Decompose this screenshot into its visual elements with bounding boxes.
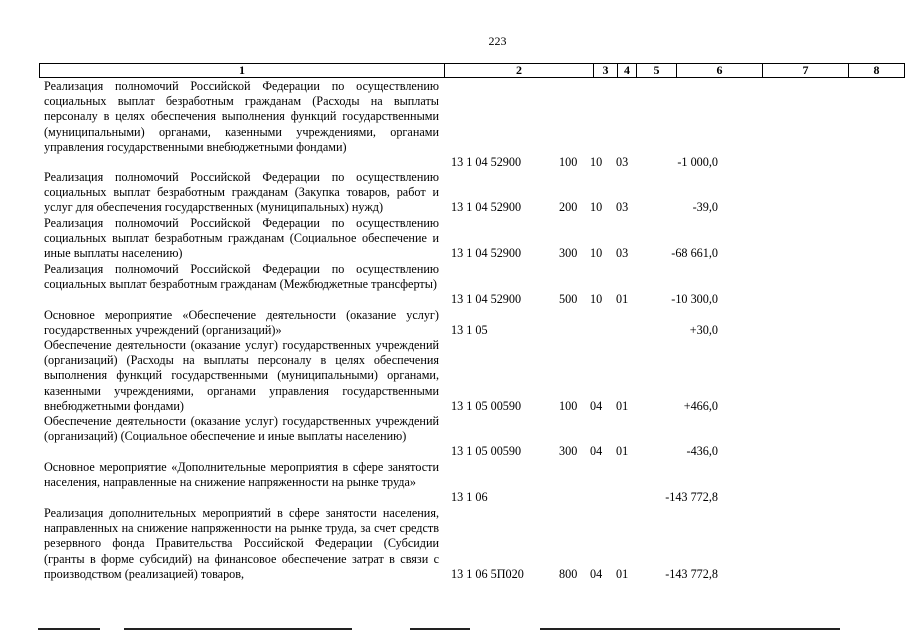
row-amount: -39,0 <box>692 200 718 214</box>
row-amount: -436,0 <box>686 444 718 459</box>
row-description: Обеспечение деятельности (оказание услуг) государственных учреждений (организаций) (Социальное обеспечение и иные выплаты населению) <box>44 414 439 444</box>
row-c3: 100 <box>559 155 578 169</box>
row-code: 13 1 05 00590 <box>451 398 522 413</box>
column-header-1: 1 <box>40 64 445 77</box>
row-code: 13 1 04 52900 <box>451 200 522 214</box>
row-c4: 10 <box>590 292 603 307</box>
row-description: Реализация полномочий Российской Федерации по осуществлению социальных выплат безработным гражданам (Межбюджетные трансферты) <box>44 262 439 292</box>
row-c5: 03 <box>616 246 629 261</box>
column-header-6: 6 <box>677 64 763 77</box>
row-c5: 01 <box>616 444 629 459</box>
row-c5: 01 <box>616 398 629 413</box>
divider <box>540 628 840 630</box>
row-c4: 10 <box>590 155 603 169</box>
row-amount: -68 661,0 <box>671 246 718 261</box>
row-amount: -143 772,8 <box>665 566 718 581</box>
row-c4: 04 <box>590 444 603 459</box>
divider <box>124 628 352 630</box>
row-c5: 01 <box>616 292 629 307</box>
row-c3: 500 <box>559 292 578 307</box>
row-c5: 01 <box>616 566 629 581</box>
row-c3: 200 <box>559 200 578 214</box>
row-c5: 03 <box>616 155 629 169</box>
column-header-8: 8 <box>849 64 905 77</box>
row-code: 13 1 04 52900 <box>451 246 522 261</box>
row-c4: 04 <box>590 398 603 413</box>
column-header-7: 7 <box>763 64 849 77</box>
row-code: 13 1 05 00590 <box>451 444 522 459</box>
row-description: Реализация дополнительных мероприятий в сфере занятости населения, направленных на снижение напряженности на рынке труда, за счет средств резервного фонда Правительства Российской Федерации (Субсидии (гранты в форме субсидий) на финансовое обеспечение затрат в связи с производством (реализацией) товаров, <box>44 506 439 581</box>
row-description: Основное мероприятие «Обеспечение деятельности (оказание услуг) государственных учреждений (организаций)» <box>44 308 439 338</box>
divider <box>410 628 470 630</box>
row-code: 13 1 04 52900 <box>451 292 522 307</box>
row-c3: 300 <box>559 246 578 261</box>
row-code: 13 1 04 52900 <box>451 155 522 169</box>
row-description: Реализация полномочий Российской Федерации по осуществлению социальных выплат безработным гражданам (Закупка товаров, работ и услуг для обеспечения государственных (муниципальных) нужд) <box>44 170 439 215</box>
row-description: Обеспечение деятельности (оказание услуг) государственных учреждений (организаций) (Расходы на выплаты персоналу в целях обеспечения выполнения функций государственными (муниципальными) органами, казенными учреждениями, органами управления государственными внебюджетными фондами) <box>44 338 439 413</box>
page-number: 223 <box>488 34 507 48</box>
divider <box>38 628 100 630</box>
row-amount: -143 772,8 <box>665 490 718 505</box>
row-amount: +466,0 <box>683 398 718 413</box>
column-header-5: 5 <box>637 64 677 77</box>
row-c3: 100 <box>559 398 578 413</box>
row-c4: 10 <box>590 200 603 214</box>
row-c4: 10 <box>590 246 603 261</box>
row-description: Основное мероприятие «Дополнительные мероприятия в сфере занятости населения, направленные на снижение напряженности на рынке труда» <box>44 460 439 490</box>
column-header-2: 2 <box>445 64 594 77</box>
row-amount: -1 000,0 <box>677 155 718 169</box>
row-amount: +30,0 <box>689 323 718 338</box>
row-c4: 04 <box>590 566 603 581</box>
row-amount: -10 300,0 <box>671 292 718 307</box>
row-code: 13 1 05 <box>451 323 488 338</box>
row-c3: 800 <box>559 566 578 581</box>
row-c3: 300 <box>559 444 578 459</box>
row-c5: 03 <box>616 200 629 214</box>
column-header-4: 4 <box>618 64 637 77</box>
row-description: Реализация полномочий Российской Федерации по осуществлению социальных выплат безработным гражданам (Расходы на выплаты персоналу в целях обеспечения выполнения функций государственными (муниципальными) органами, казенными учреждениями, органами управления государственными внебюджетными фондами) <box>44 79 439 154</box>
row-description: Реализация полномочий Российской Федерации по осуществлению социальных выплат безработным гражданам (Социальное обеспечение и иные выплаты населению) <box>44 216 439 261</box>
row-code: 13 1 06 5П020 <box>451 566 524 581</box>
row-code: 13 1 06 <box>451 490 488 505</box>
column-header-3: 3 <box>594 64 618 77</box>
